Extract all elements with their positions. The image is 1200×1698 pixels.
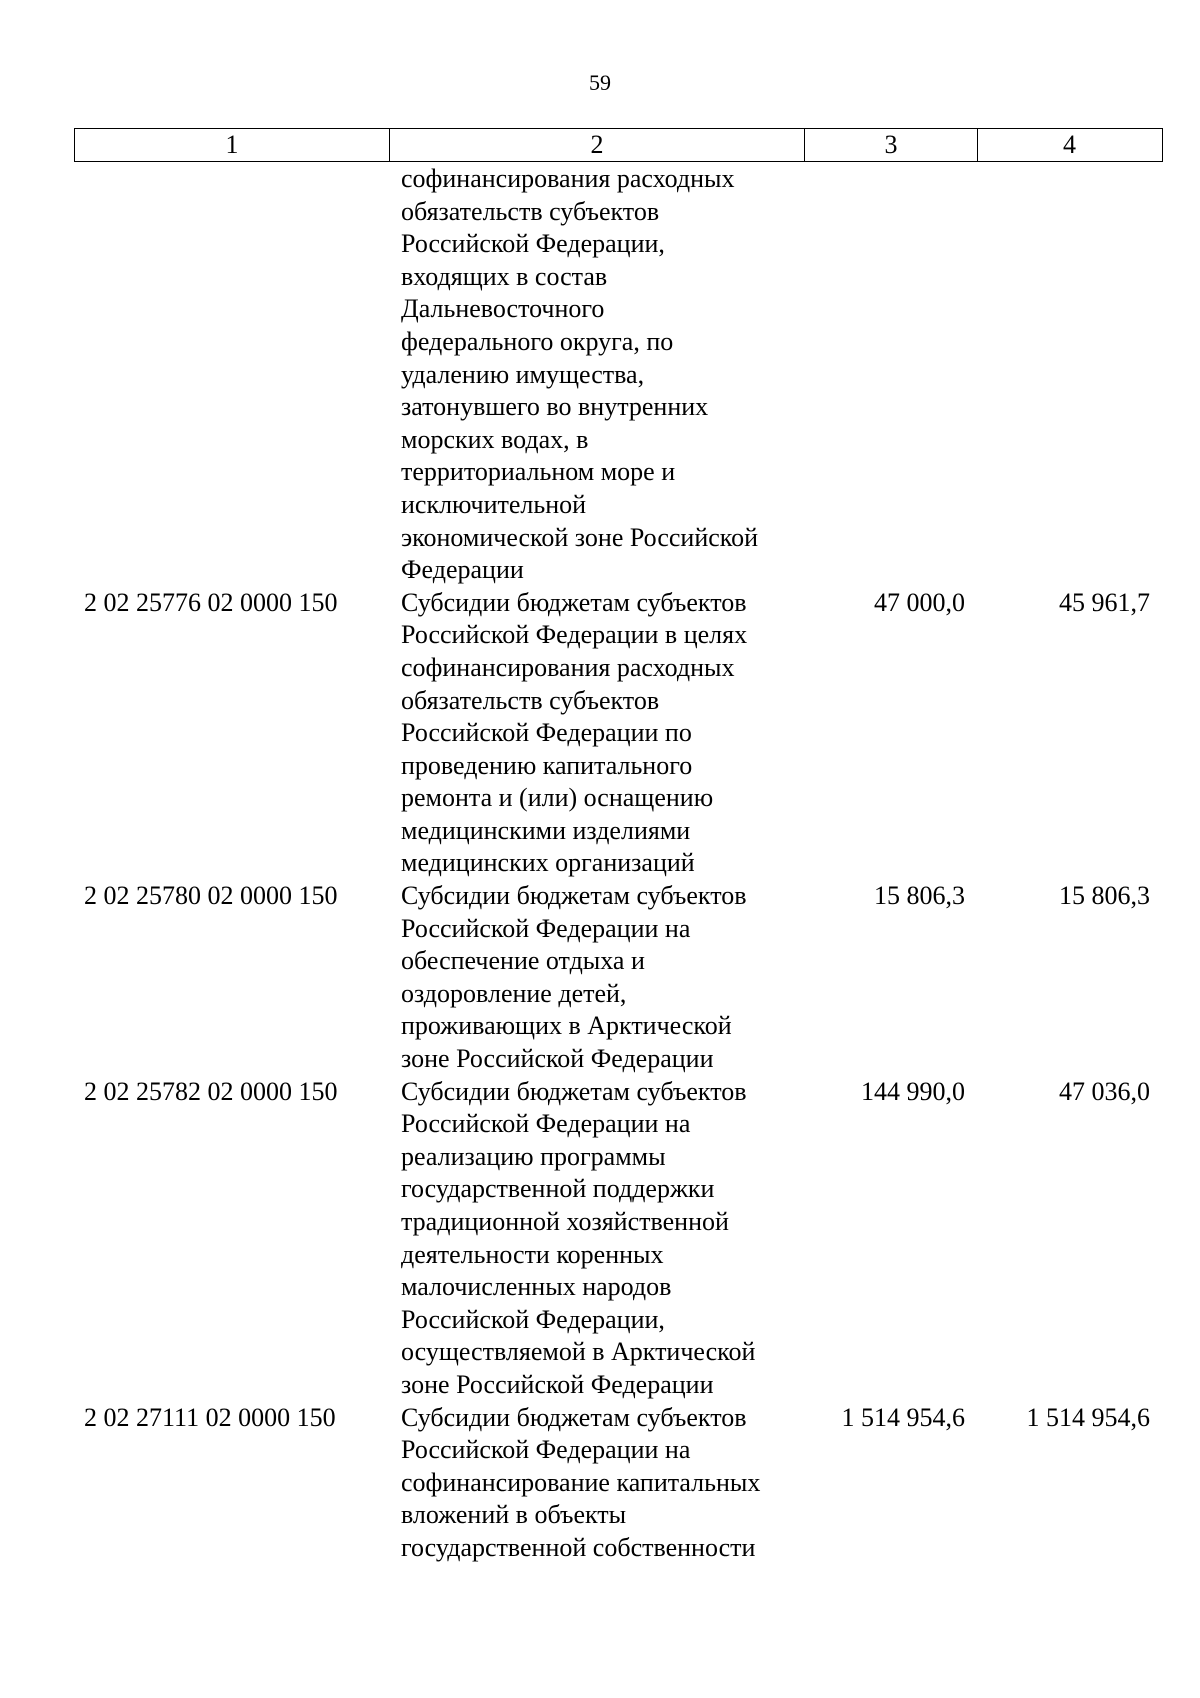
row-description: Субсидии бюджетам субъектов Российской Федерации на софинансирование капитальных вложений в объекты государственной собственности — [401, 1402, 761, 1562]
row-description: Субсидии бюджетам субъектов Российской Федерации в целях софинансирования расходных обязательств субъектов Российской Федерации по проведению капитального ремонта и (или) оснащению медицинскими изделиями медицинских организаций — [401, 587, 748, 878]
page-number: 59 — [589, 70, 611, 95]
amount-column-3: 144 990,0 — [861, 1076, 965, 1106]
amount-column-3: 47 000,0 — [874, 587, 965, 617]
table-row — [74, 1076, 1163, 1402]
amount-column-4: 45 961,7 — [1059, 587, 1150, 617]
table-row — [74, 880, 1163, 1076]
row-description: Субсидии бюджетам субъектов Российской Федерации на обеспечение отдыха и оздоровление детей, проживающих в Арктической зоне Российской Федерации — [401, 881, 747, 1074]
budget-code: 2 02 25780 02 0000 150 — [84, 881, 338, 911]
row-description: Субсидии бюджетам субъектов Российской Федерации на реализацию программы государственной поддержки традиционной хозяйственной деятельности коренных малочисленных народов Российской Федерации, осуществляемой в Арктической зоне Российской Федерации — [401, 1076, 756, 1399]
row-description: софинансирования расходных обязательств субъектов Российской Федерации, входящих в состав Дальневосточного федерального округа, по удалению имущества, затонувшего во внутренних морских водах, в территориальном море и исключительной экономической зоне Российской Федерации — [401, 164, 758, 585]
table-row — [74, 1402, 1163, 1565]
budget-code: 2 02 25782 02 0000 150 — [84, 1076, 338, 1106]
column-header-1: 1 — [75, 129, 390, 161]
table-header-row — [74, 128, 1163, 162]
budget-code: 2 02 27111 02 0000 150 — [84, 1402, 336, 1432]
amount-column-4 — [977, 163, 1160, 587]
amount-column-4: 1 514 954,6 — [1026, 1402, 1150, 1432]
table-row — [74, 587, 1163, 880]
budget-code — [74, 163, 389, 587]
column-header-4: 4 — [1063, 130, 1076, 159]
amount-column-4: 47 036,0 — [1059, 1076, 1150, 1106]
amount-column-3 — [804, 163, 977, 587]
column-header-3: 3 — [805, 129, 978, 161]
table-row — [74, 163, 1163, 587]
amount-column-4: 15 806,3 — [1059, 881, 1150, 911]
budget-code: 2 02 25776 02 0000 150 — [84, 587, 338, 617]
column-header-2: 2 — [390, 129, 805, 161]
amount-column-3: 1 514 954,6 — [841, 1402, 965, 1432]
amount-column-3: 15 806,3 — [874, 881, 965, 911]
table-body — [74, 163, 1163, 1565]
